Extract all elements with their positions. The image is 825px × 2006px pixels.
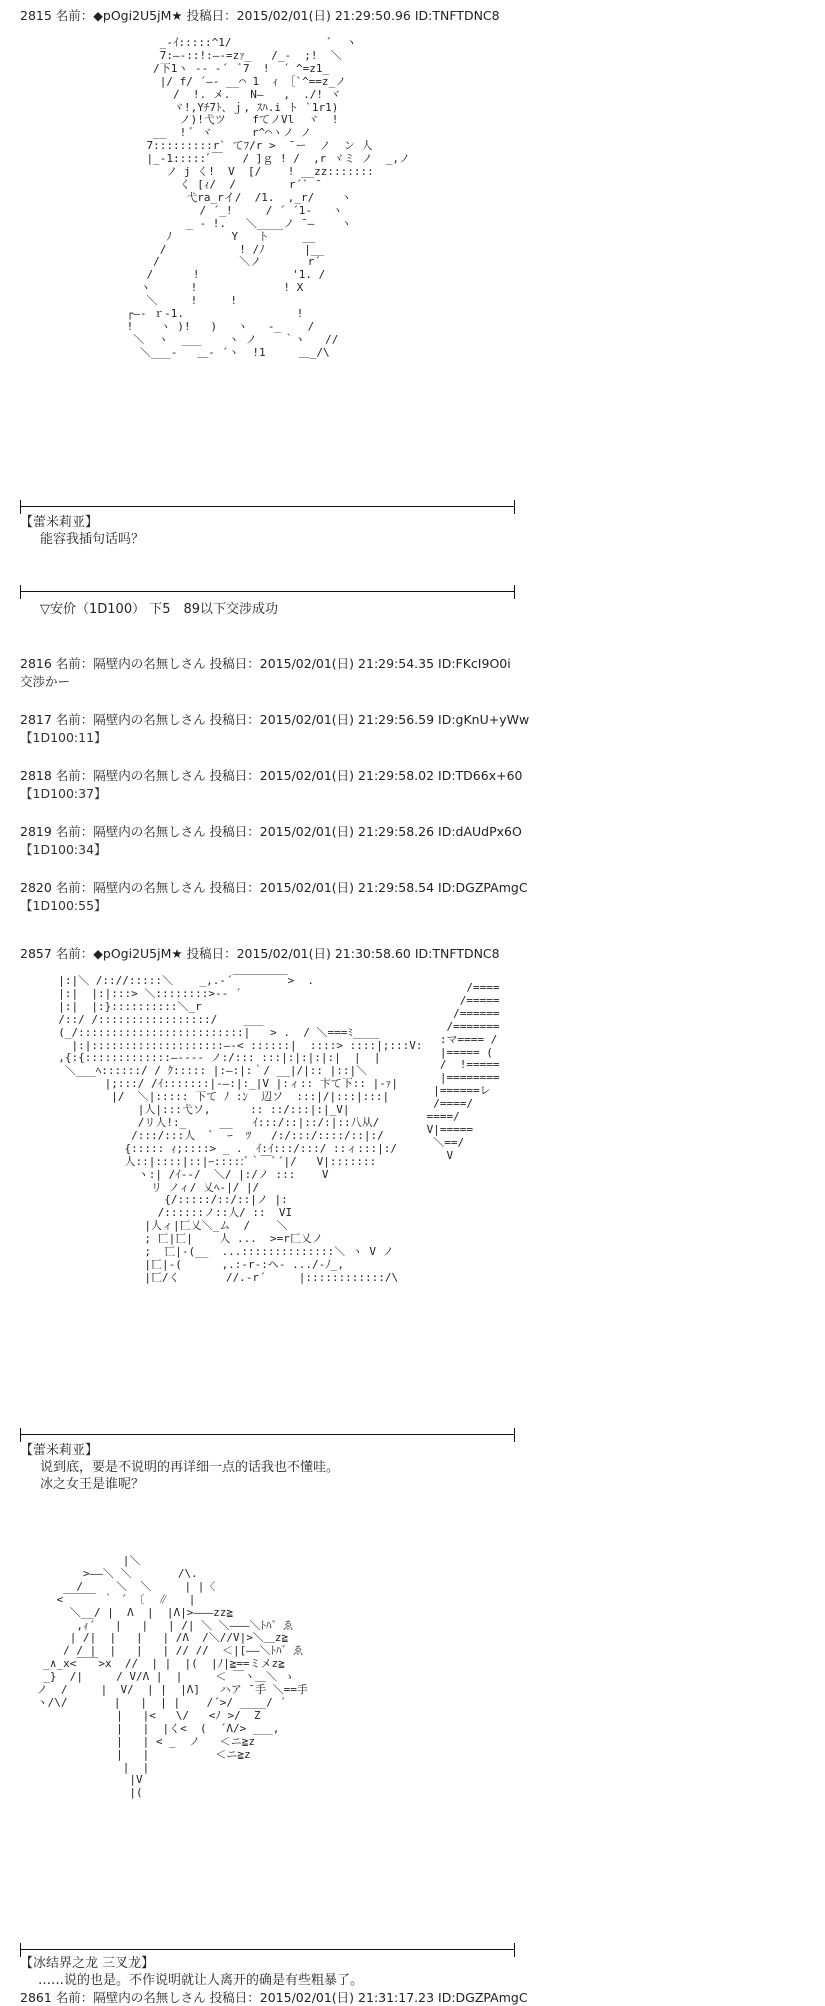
trishula-dragon-ascii-art: |＼ >――＼ ＼ /\. / ＼ ＼ | |〈 <￣￣￣ ｀ ´ 〔 ∥ | ＼__/ | Λ | |Λ|>―――zz≧ ,ｨ´ | | | /| ＼ ＼―――＼ﾄﾊ゛ゑ | /| | | | /Λ /＼//V|>＼＿z≧ / / | | | | // // ＜|[――＼ﾄﾊ゛ゑ _∧_x<￣￣>x // | | |( |ﾉ|≧==ミメz≧ _} /| / V/Λ | | ＜ ￣ヽ＿＼ ゝ ノ / | V/ | | |Λ] ハア ̄ 手 ＼==手 ヽ/\/ | | | | /´>/ ____/ ´ | |< \/ <ﾉ >/ Z | | |く< ( ´Λ/> ___, | | < _ ノ ＜ニ≧z | | ＜ニ≧z | | |V |( bbox=[36, 1554, 308, 1800]
post-header-2819: 2819 名前：隔壁内の名無しさん 投稿日：2015/02/01(日) 21:29:58.26 ID:dAUdPx6O bbox=[20, 824, 522, 839]
dialogue-line: ……说的也是。不作说明就让人离开的确是有些粗暴了。 bbox=[38, 1973, 364, 1988]
post-header-2820: 2820 名前：隔壁内の名無しさん 投稿日：2015/02/01(日) 21:29:58.54 ID:DGZPAmgC bbox=[20, 880, 528, 895]
dialogue-box-1 bbox=[20, 514, 144, 548]
dice-result: 【1D100:34】 bbox=[20, 842, 107, 857]
dialogue-divider-top-1 bbox=[20, 500, 515, 514]
ice-wings-ascii-art: /==== /===== /====== /======= :マ==== / |===== ( / !===== |======== |======レ /====/ ====/ V|===== ＼==/ V bbox=[426, 981, 500, 1162]
speaker-name: 【冰结界之龙 三叉龙】 bbox=[20, 1956, 155, 1971]
dialogue-line: ▽安价（1D100） 下5 89以下交涉成功 bbox=[40, 602, 279, 617]
dialogue-divider-bottom-1 bbox=[20, 585, 515, 599]
dialogue-line: 能容我插句话吗？ bbox=[40, 532, 145, 547]
speaker-name: 【蕾米莉亚】 bbox=[20, 1443, 99, 1458]
post-header-2818: 2818 名前：隔壁内の名無しさん 投稿日：2015/02/01(日) 21:29:58.02 ID:TD66x+60 bbox=[20, 768, 523, 783]
dialogue-line: 冰之女王是谁呢？ bbox=[40, 1477, 145, 1492]
speaker-name: 【蕾米莉亚】 bbox=[20, 515, 99, 530]
post-header-2815: 2815 名前：◆pOgi2U5jM★ 投稿日：2015/02/01(日) 21:29:50.96 ID:TNFTDNC8 bbox=[20, 8, 500, 23]
dialogue-line: 说到底，要是不说明的再详细一点的话我也不懂哇。 bbox=[40, 1460, 340, 1475]
remilia-ascii-art-1: _-ｲ:::::^1/ ﾞ ヽ 7:―-::!:―‐=zｧ_ /_‐ ;! ＼ /下1ヽ ‐- ‐´ ﾞ7 ! ´ ^=z1_ |/ f/ ´―‐ __⌒ 1 ｨ ［`^==z_ノ / !. メ. N― , ./! ヾ ヾ!,Yﾁ7ﾄ、ｊ, ｽﾊ.i ト `1r1) ノ)!弋ツ fてノVl ヾ ! __ ! ﾞ ヾ r^⌒ヽノ ノ 7:::::::::r` てﾌ/r > ̄ ー ノ ン 人 |_-1:::::ﾞ￣ / ]ｇ ! / ,r ヾミ ノ _,ノ ノ j く! V [/ ! __zz::::::: く [ｨ/ / r´` ̄ 弋ra_rイ/ /1. ,_r/ ヽ / ´_! / ´ ´1- ヽ _ - !. ＼____ノ ̄ ― ヽ ﾉ Y ト __ / ! /ﾉ |__ / ＼ノ r´ / ! '1. / ヽ ! ! X ＼ ! ! ┌―‐ ｒ‐1. ! ! ヽ )! ) ヽ ‐_ / ＼ ヽ ___ ヽ ノ ｀ヽ // ＼___- ＿‐ ´ヽ !1 ＿_/\ bbox=[126, 36, 411, 359]
vote-instruction bbox=[20, 601, 278, 618]
dice-result: 【1D100:37】 bbox=[20, 786, 107, 801]
dialogue-box-3 bbox=[20, 1955, 363, 1989]
dice-result: 【1D100:11】 bbox=[20, 730, 107, 745]
post-header-2857: 2857 名前：◆pOgi2U5jM★ 投稿日：2015/02/01(日) 21:30:58.60 ID:TNFTDNC8 bbox=[20, 946, 500, 961]
post-header-2816: 2816 名前：隔壁内の名無しさん 投稿日：2015/02/01(日) 21:29:54.35 ID:FKcI9O0i bbox=[20, 656, 511, 671]
remilia-ascii-art-2: |:|＼ /:://:::::＼ _,.-´￣￣￣￣￣> . |:| |:|:::> ＼::::::::>-- ´ |:| |:}::::::::::＼_r /::/ /:::::::::::::::::/ ___ (_/:::::::::::::::::::::::::| > . / ＼===ﾐ____ |:|::::::::::::::::::::―‐< ::::::| ::::> ::::|;:::V: ,{:{:::::::::::::―‐‐-- ノ:/::: :::|:|:|:|:| | | ＼___ﾍ::::::/ / ｸ::::: |:―:|:｀/ __|/|:: |::|＼ |;:::/ /ｲ:::::::|-―:|:_|V |:ィ:: 卞て下:: |-ｧ| |/ ＼|::::: 下て ﾉ :ﾝ 辺ソ :::|/|:::|:::| |人|:::弋ソ, :: ::/:::|:|_V| /リ人!:_ __ ｲ:::/::|::/:|::八从/ /:::/:::人 ﾞ ｰ ﾂ /:/:::/::::/::|:/ {::::: ｨ;::::> _ . ｲ:ｲ:::/:::/ ::ィ:::|:/ 人::|::::|::|ｰ:::::ﾞ｀￣ﾞ´|/ V|::::::: ヽ:| /ｲ--/ ＼/ |:/ノ ::: V リ ノィ/ 乂ﾍ-|/ |/ {/:::::/::/::|ノ |: /::::::ノ::人/ :: VI |人ィ|匸乂＼_ム / ＼ ; 匸|匸| 人 ... >=r匸乂ノ ; 匸|-(__ ...::::::::::::::＼ ヽ V ノ |匸|-( ,.:-r-:ヘ- .../-ﾉ_, |匸/く //.-r´ |::::::::::::/\ bbox=[58, 974, 423, 1284]
post-header-2861: 2861 名前：隔壁内の名無しさん 投稿日：2015/02/01(日) 21:31:17.23 ID:DGZPAmgC bbox=[20, 1990, 528, 2005]
dice-result: 【1D100:55】 bbox=[20, 898, 107, 913]
dialogue-divider-top-2 bbox=[20, 1428, 515, 1442]
post-body-2816: 交渉かー bbox=[20, 674, 71, 689]
post-header-2817: 2817 名前：隔壁内の名無しさん 投稿日：2015/02/01(日) 21:29:56.59 ID:gKnU+yWw bbox=[20, 712, 530, 727]
dialogue-box-2 bbox=[20, 1442, 339, 1493]
